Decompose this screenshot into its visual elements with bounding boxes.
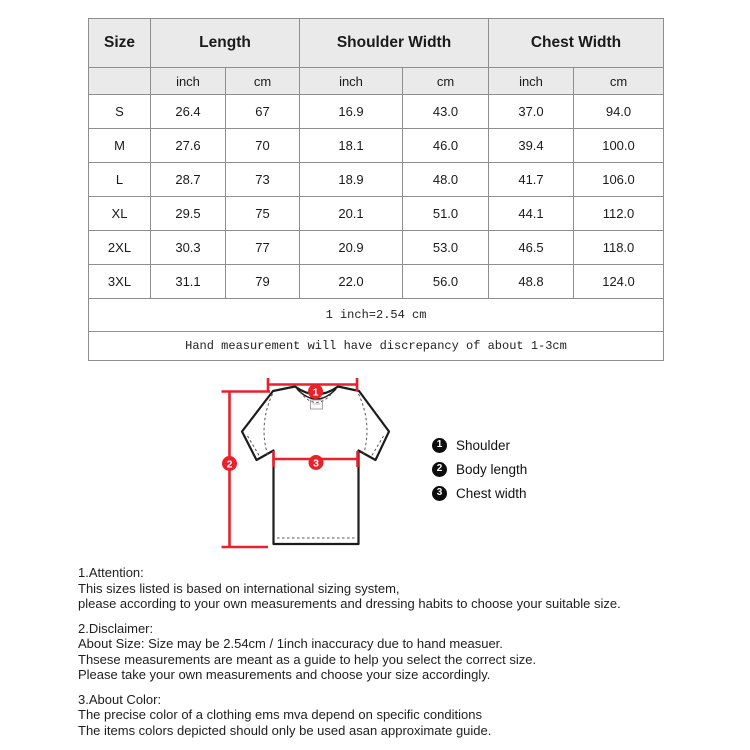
note-title: 3.About Color: — [78, 691, 162, 707]
col-header-size: Size — [89, 19, 151, 68]
tshirt-measurement-diagram — [200, 365, 450, 563]
table-row — [89, 231, 664, 265]
unit-header: inch — [489, 68, 574, 95]
table-cell: 124.0 — [574, 265, 664, 299]
note-text: The precise color of a clothing ems mva depend on specific conditions — [78, 707, 482, 722]
note-attention — [78, 565, 698, 612]
table-cell: 20.1 — [300, 197, 403, 231]
size-label: 3XL — [89, 265, 151, 299]
table-cell: 30.3 — [151, 231, 226, 265]
note-text: please according to your own measurements and dressing habits to choose your suitable size. — [78, 596, 621, 611]
table-cell: 22.0 — [300, 265, 403, 299]
size-table-container — [88, 18, 664, 361]
table-cell: 37.0 — [489, 95, 574, 129]
table-cell: 41.7 — [489, 163, 574, 197]
table-header-row — [89, 19, 664, 68]
table-cell: 26.4 — [151, 95, 226, 129]
marker-3-chest-width — [309, 455, 324, 470]
svg-text:3: 3 — [313, 457, 319, 470]
legend-label: Chest width — [456, 485, 527, 501]
table-cell: 56.0 — [403, 265, 489, 299]
note-about-color — [78, 692, 698, 739]
table-cell: 106.0 — [574, 163, 664, 197]
table-row — [89, 95, 664, 129]
legend-label: Shoulder — [456, 437, 511, 453]
table-cell: 75 — [226, 197, 300, 231]
table-cell: 18.1 — [300, 129, 403, 163]
size-label: S — [89, 95, 151, 129]
size-label: L — [89, 163, 151, 197]
table-cell: 39.4 — [489, 129, 574, 163]
marker-1-shoulder — [308, 384, 323, 399]
size-label: M — [89, 129, 151, 163]
table-cell: 16.9 — [300, 95, 403, 129]
notes-block — [78, 565, 698, 747]
size-chart-table — [88, 18, 664, 361]
table-cell: 118.0 — [574, 231, 664, 265]
note-title: 2.Disclaimer: — [78, 620, 154, 636]
note-title: 1.Attention: — [78, 565, 144, 580]
unit-header-empty — [89, 68, 151, 95]
table-cell: 46.0 — [403, 129, 489, 163]
unit-header: cm — [403, 68, 489, 95]
unit-header: cm — [574, 68, 664, 95]
table-cell: 20.9 — [300, 231, 403, 265]
measurement-legend — [432, 433, 527, 505]
table-cell: 48.8 — [489, 265, 574, 299]
table-cell: 77 — [226, 231, 300, 265]
table-cell: 31.1 — [151, 265, 226, 299]
marker-2-body-length — [222, 456, 237, 471]
table-footnote-row — [89, 299, 664, 332]
table-cell: 18.9 — [300, 163, 403, 197]
table-cell: 27.6 — [151, 129, 226, 163]
unit-header: cm — [226, 68, 300, 95]
table-cell: 29.5 — [151, 197, 226, 231]
note-text: Thsese measurements are meant as a guide to help you select the correct size. — [78, 651, 537, 667]
table-row — [89, 197, 664, 231]
table-cell: 112.0 — [574, 197, 664, 231]
unit-header: inch — [300, 68, 403, 95]
legend-number-3-icon: 3 — [432, 486, 447, 501]
table-cell: 94.0 — [574, 95, 664, 129]
table-footnote-row — [89, 332, 664, 361]
table-row — [89, 129, 664, 163]
table-cell: 53.0 — [403, 231, 489, 265]
table-unit-row — [89, 68, 664, 95]
footnote-inch-conversion: 1 inch=2.54 cm — [89, 299, 664, 332]
col-header-length: Length — [151, 19, 300, 68]
note-text: About Size: Size may be 2.54cm / 1inch inaccuracy due to hand measuer. — [78, 636, 503, 651]
table-cell: 46.5 — [489, 231, 574, 265]
table-cell: 67 — [226, 95, 300, 129]
legend-label: Body length — [456, 461, 528, 477]
table-cell: 43.0 — [403, 95, 489, 129]
table-row — [89, 163, 664, 197]
note-text: The items colors depicted should only be used asan approximate guide. — [78, 722, 492, 738]
svg-text:2: 2 — [226, 458, 233, 471]
table-cell: 70 — [226, 129, 300, 163]
legend-item-shoulder — [432, 433, 527, 457]
table-cell: 100.0 — [574, 129, 664, 163]
footnote-hand-measurement: Hand measurement will have discrepancy of about 1-3cm — [89, 332, 664, 361]
legend-item-chest-width — [432, 481, 527, 505]
size-label: XL — [89, 197, 151, 231]
table-cell: 79 — [226, 265, 300, 299]
note-text: This sizes listed is based on international sizing system, — [78, 580, 400, 596]
note-text: Please take your own measurements and choose your size accordingly. — [78, 667, 491, 682]
table-cell: 48.0 — [403, 163, 489, 197]
unit-header: inch — [151, 68, 226, 95]
table-row — [89, 265, 664, 299]
legend-number-2-icon: 2 — [432, 462, 447, 477]
col-header-chest-width: Chest Width — [489, 19, 664, 68]
legend-item-body-length — [432, 457, 527, 481]
col-header-shoulder-width: Shoulder Width — [300, 19, 489, 68]
svg-text:1: 1 — [312, 386, 319, 399]
table-cell: 44.1 — [489, 197, 574, 231]
note-disclaimer — [78, 621, 698, 683]
table-cell: 28.7 — [151, 163, 226, 197]
size-label: 2XL — [89, 231, 151, 265]
table-cell: 73 — [226, 163, 300, 197]
table-cell: 51.0 — [403, 197, 489, 231]
legend-number-1-icon: 1 — [432, 438, 447, 453]
